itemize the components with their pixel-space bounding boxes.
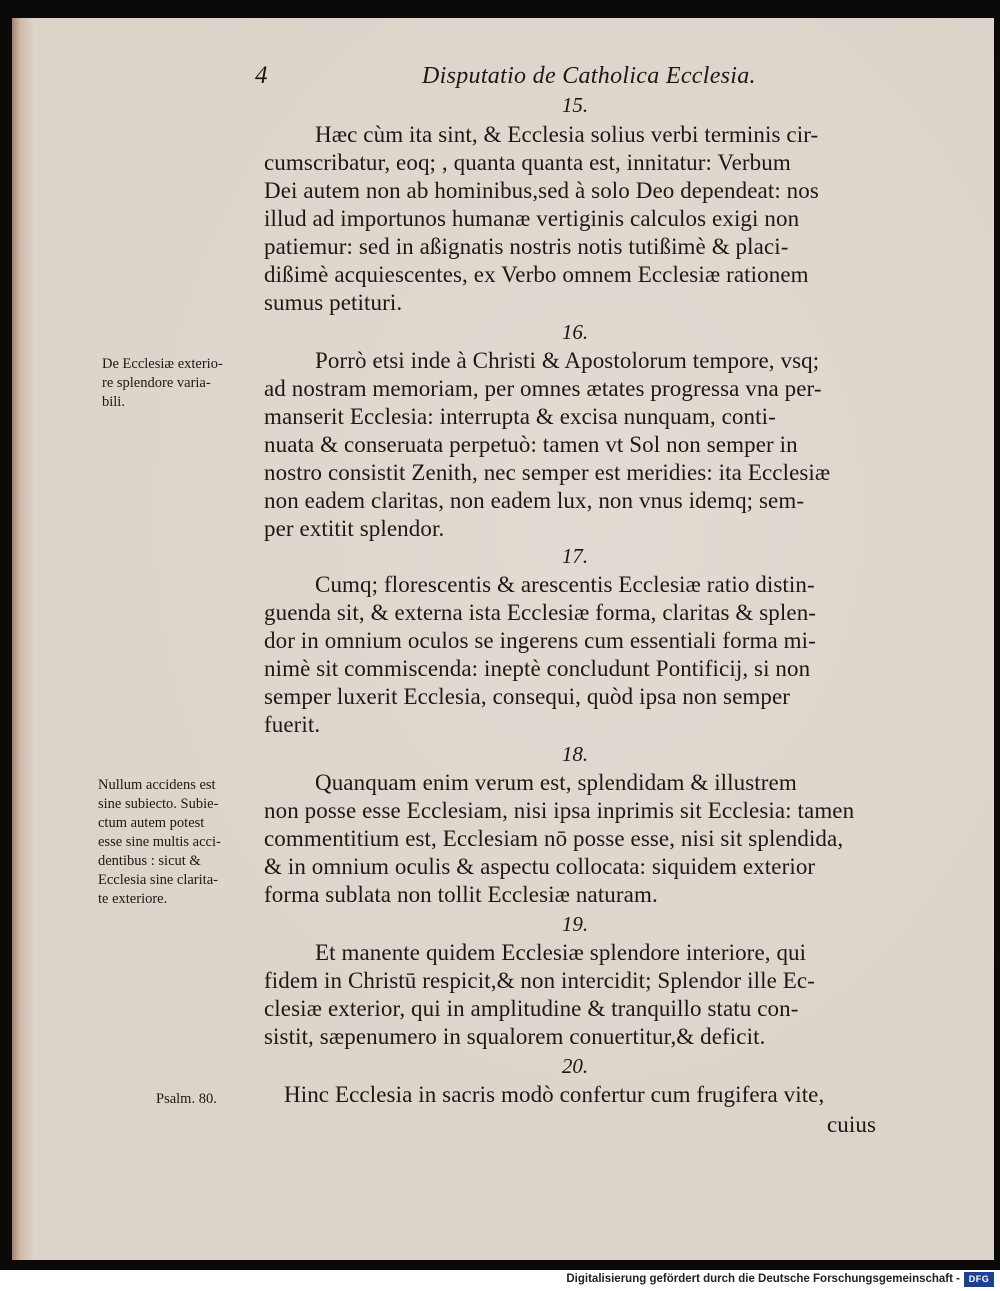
- text-line: sumus petituri.: [264, 290, 403, 315]
- margin-note-line: De Ecclesiæ exterio-: [102, 356, 223, 372]
- section-number-17: 17.: [561, 544, 589, 568]
- section-number-18: 18.: [561, 742, 589, 766]
- margin-note-line: bili.: [102, 394, 125, 410]
- margin-note-line: ctum autem potest: [98, 815, 205, 831]
- text-line: commentitium est, Ecclesiam nō posse esse, nisi sit splendida,: [264, 826, 844, 851]
- dfg-logo: DFG: [964, 1272, 994, 1287]
- page-number: 4: [255, 62, 268, 89]
- text-line: dor in omnium oculos se ingerens cum essentiali forma mi-: [264, 628, 816, 653]
- text-line: cumscribatur, eoq; , quanta quanta est, innitatur: Verbum: [264, 150, 791, 175]
- text-line: ad nostram memoriam, per omnes ætates progressa vna per-: [264, 376, 822, 401]
- margin-note-line: Ecclesia sine clarita-: [98, 872, 218, 888]
- text-line: non posse esse Ecclesiam, nisi ipsa inprimis sit Ecclesia: tamen: [264, 798, 855, 823]
- text-line: Hæc cùm ita sint, & Ecclesia solius verbi terminis cir-: [315, 122, 819, 147]
- text-line: fidem in Christū respicit,& non intercidit; Splendor ille Ec-: [264, 968, 815, 993]
- footer-credit: Digitalisierung gefördert durch die Deutsche Forschungsgemeinschaft -: [566, 1273, 960, 1285]
- text-line: per extitit splendor.: [264, 516, 445, 541]
- running-title: Disputatio de Catholica Ecclesia.: [422, 63, 756, 89]
- text-line: sistit, sæpenumero in squalorem conuertitur,& deficit.: [264, 1024, 766, 1049]
- section-number-19: 19.: [561, 912, 589, 936]
- book-page: [12, 18, 994, 1260]
- text-line: forma sublata non tollit Ecclesiæ naturam.: [264, 882, 658, 907]
- text-line: patiemur: sed in aßignatis nostris notis tutißimè & placi-: [264, 234, 789, 259]
- text-line: Et manente quidem Ecclesiæ splendore interiore, qui: [315, 940, 807, 965]
- text-line: Hinc Ecclesia in sacris modò confertur cum frugifera vite,: [284, 1082, 825, 1107]
- text-line: semper luxerit Ecclesia, consequi, quòd ipsa non semper: [264, 684, 791, 709]
- margin-note-line: Psalm. 80.: [156, 1091, 217, 1107]
- text-line: & in omnium oculis & aspectu collocata: siquidem exterior: [264, 854, 816, 879]
- text-line: fuerit.: [264, 712, 321, 737]
- margin-note-line: re splendore varia-: [102, 375, 211, 391]
- catchword: cuius: [827, 1112, 877, 1137]
- margin-note-line: Nullum accidens est: [98, 777, 216, 793]
- text-line: nimè sit commiscenda: ineptè concludunt Pontificij, si non: [264, 656, 811, 681]
- text-line: nostro consistit Zenith, nec semper est meridies: ita Ecclesiæ: [264, 460, 831, 485]
- margin-note-line: te exteriore.: [98, 891, 168, 907]
- margin-note-line: dentibus : sicut &: [98, 853, 201, 869]
- section-number-16: 16.: [561, 320, 589, 344]
- footer-bar: [0, 1270, 1000, 1291]
- section-number-15: 15.: [561, 93, 589, 117]
- margin-note-splendor: [102, 355, 223, 412]
- text-line: nuata & conseruata perpetuò: tamen vt Sol non semper in: [264, 432, 798, 457]
- text-line: Porrò etsi inde à Christi & Apostolorum tempore, vsq;: [315, 348, 820, 373]
- text-line: Cumq; florescentis & arescentis Ecclesiæ ratio distin-: [315, 572, 815, 597]
- margin-note-line: sine subiecto. Subie-: [98, 796, 219, 812]
- text-line: illud ad importunos humanæ vertiginis calculos exigi non: [264, 206, 800, 231]
- margin-note-accidens: [98, 776, 221, 909]
- text-line: dißimè acquiescentes, ex Verbo omnem Ecclesiæ rationem: [264, 262, 809, 287]
- text-line: clesiæ exterior, qui in amplitudine & tranquillo statu con-: [264, 996, 799, 1021]
- text-line: non eadem claritas, non eadem lux, non vnus idemq; sem-: [264, 488, 805, 513]
- margin-note-psalm: [156, 1090, 217, 1109]
- section-number-20: 20.: [561, 1054, 589, 1078]
- text-line: manserit Ecclesia: interrupta & excisa nunquam, conti-: [264, 404, 776, 429]
- text-line: Dei autem non ab hominibus,sed à solo Deo dependeat: nos: [264, 178, 819, 203]
- margin-note-line: esse sine multis acci-: [98, 834, 221, 850]
- text-line: guenda sit, & externa ista Ecclesiæ forma, claritas & splen-: [264, 600, 817, 625]
- text-line: Quanquam enim verum est, splendidam & illustrem: [315, 770, 797, 795]
